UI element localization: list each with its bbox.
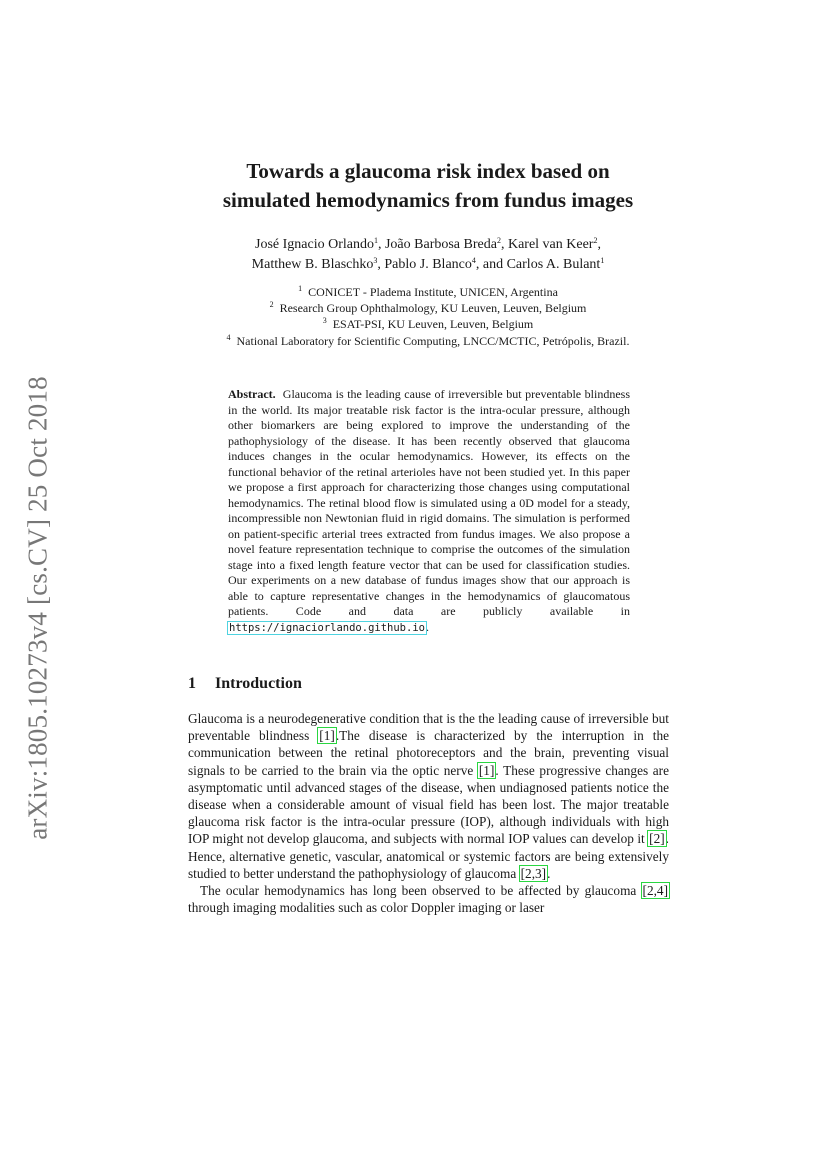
affiliation-text: Research Group Ophthalmology, KU Leuven, Leuven, Belgium	[279, 301, 587, 316]
text-run: . These progressive changes are asymptomatic until advanced stages of the disease, when undiagnosed patients notice the disease when a considerable amount of visual field has been lost. The major treatable glaucoma risk factor is the intra-ocular pressure (IOP), although individuals with high IOP might not develop glaucoma, and subjects with normal IOP values can develop it	[188, 762, 669, 847]
text-run: The ocular hemodynamics has long been observed to be affected by glaucoma	[200, 883, 642, 899]
abstract-text: Glaucoma is the leading cause of irreversible but preventable blindness in the world. Its major treatable risk factor is the intra-ocular pressure, although other biomarkers are being explored to improve the understanding of the pathophysiology of the disease. It has been recently observed that glaucoma induces changes in the ocular hemodynamics. However, its effects on the functional behavior of the retinal arterioles have not been studied yet. In this paper we propose a first approach for characterizing those changes using computational hemodynamics. The retinal blood flow is simulated using a 0D model for a steady, incompressible non Newtonian fluid in rigid domains. The simulation is performed on patient-specific arterial trees extracted from fundus images. We also propose a novel feature representation technique to comprise the outcomes of the simulation stage into a fixed length feature vector that can be used for classification studies. Our experiments on a new database of fundus images show that our approach is able to capture representative changes in the hemodynamics of glaucomatous patients. Code and data are publicly available in	[228, 387, 631, 618]
author	[385, 237, 508, 252]
author	[507, 257, 605, 272]
title-line-2: simulated hemodynamics from fundus images	[222, 188, 634, 212]
author-separator: ,	[500, 237, 508, 252]
author-affiliation-mark: 1	[600, 256, 605, 265]
affiliation-text: CONICET - Pladema Institute, UNICEN, Argentina	[308, 285, 558, 299]
text-run: Glaucoma is a neurodegenerative condition that is the the leading cause of irreversible but preventable blindness	[188, 711, 669, 744]
arxiv-identifier-text: arXiv:1805.10273v4 [cs.CV] 25 Oct 2018	[22, 375, 53, 840]
affiliation-number: 4	[226, 332, 231, 342]
author-affiliation-mark: 1	[373, 236, 378, 245]
author	[252, 257, 385, 272]
author-name: Karel van Keer	[507, 237, 594, 252]
section-heading	[188, 675, 302, 693]
author-name: Pablo J. Blanco	[384, 257, 472, 272]
author-affiliation-mark: 2	[593, 236, 598, 245]
text-run: . Hence, alternative genetic, vascular, anatomical or systemic factors are being extensively studied to better understand the pathophysiology of glaucoma	[188, 831, 669, 881]
citation-link[interactable]: [2,3]	[520, 865, 547, 881]
affiliation	[150, 284, 706, 300]
author-affiliation-mark: 4	[471, 256, 476, 265]
text-run: .The disease is characterized by the interruption in the communication between the retinal photoreceptors and the brain, preventing visual signals to be carried to the brain via the optic nerve	[188, 728, 669, 778]
citation-link[interactable]: [2,4]	[642, 883, 668, 899]
author-affiliation-mark: 2	[496, 236, 501, 245]
code-data-link[interactable]: https://ignaciorlando.github.io	[229, 621, 425, 634]
author-separator: ,	[597, 237, 601, 252]
text-run: .	[547, 865, 551, 881]
citation-link[interactable]: [1]	[478, 762, 495, 778]
title-line-1: Towards a glaucoma risk index based on	[246, 159, 610, 183]
affiliation-text: ESAT-PSI, KU Leuven, Leuven, Belgium	[332, 317, 534, 332]
paragraph	[188, 710, 669, 882]
affiliation-number: 2	[269, 300, 274, 310]
citation-link[interactable]: [2]	[649, 831, 665, 847]
affiliation-text: National Laboratory for Scientific Computing, LNCC/MCTIC, Petrópolis, Brazil.	[236, 333, 630, 348]
abstract-label: Abstract.	[228, 387, 276, 401]
citation-link[interactable]: [1]	[319, 728, 335, 744]
author-affiliation-mark: 3	[373, 256, 378, 265]
paragraph	[188, 882, 669, 916]
author-separator: ,	[377, 237, 385, 252]
author-separator: ,	[377, 257, 385, 272]
section-number: 1	[188, 675, 196, 692]
author-separator: , and	[475, 257, 507, 272]
arxiv-side-identifier	[16, 365, 60, 850]
affiliation	[150, 300, 706, 316]
abstract-end: .	[425, 619, 429, 634]
affiliation-number: 1	[298, 284, 303, 293]
introduction-body	[188, 710, 669, 916]
paper-title	[150, 157, 706, 215]
author-list	[170, 235, 686, 275]
author	[384, 257, 506, 272]
abstract	[228, 387, 630, 636]
author-name: Matthew B. Blaschko	[251, 257, 374, 272]
author-name: João Barbosa Breda	[384, 237, 497, 252]
author	[255, 237, 385, 252]
author-name: José Ignacio Orlando	[255, 237, 374, 252]
affiliation-list	[150, 284, 706, 349]
affiliation-number: 3	[322, 316, 327, 326]
section-title: Introduction	[215, 675, 302, 692]
author	[508, 237, 601, 252]
text-run: through imaging modalities such as color Doppler imaging or laser	[188, 900, 545, 916]
author-name: Carlos A. Bulant	[506, 257, 601, 272]
affiliation	[150, 333, 706, 349]
affiliation	[150, 316, 706, 332]
